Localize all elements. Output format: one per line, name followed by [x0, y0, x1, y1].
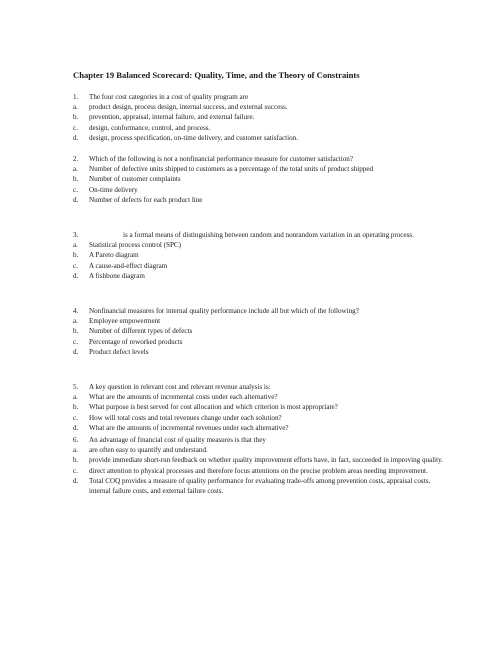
- question-text-part: a nonfinancial performance measure for customer satisfaction?: [172, 155, 353, 163]
- option-c[interactable]: [73, 337, 443, 347]
- option-letter: a.: [73, 317, 78, 326]
- option-a[interactable]: [73, 102, 443, 112]
- option-d[interactable]: [73, 133, 443, 143]
- option-text: Employee empowerment: [89, 317, 161, 326]
- option-c[interactable]: [73, 185, 443, 195]
- option-letter: d.: [73, 133, 79, 142]
- option-b[interactable]: [73, 250, 443, 260]
- option-letter: a.: [73, 103, 78, 112]
- chapter-title: Chapter 19 Balanced Scorecard: Quality, Time, and the Theory of Constraints: [73, 70, 360, 80]
- option-text: What are the amounts of incremental costs under each alternative?: [89, 393, 278, 402]
- question-emphasis: not: [163, 155, 173, 163]
- question-text-part: Which of the following is: [89, 155, 164, 163]
- option-b[interactable]: [73, 402, 443, 412]
- option-text: product design, process design, internal success, and external success.: [89, 103, 288, 112]
- option-letter: c.: [73, 261, 78, 270]
- option-a[interactable]: [73, 316, 443, 326]
- option-text: A fishbone diagram: [89, 271, 145, 280]
- question-text: The four cost categories in a cost of quality program are: [89, 93, 249, 101]
- option-letter: c.: [73, 337, 78, 346]
- question-stem: [73, 382, 443, 392]
- option-letter: c.: [73, 185, 78, 194]
- option-b[interactable]: [73, 174, 443, 184]
- option-text: design, conformance, control, and process.: [89, 123, 211, 132]
- option-letter: d.: [73, 271, 79, 280]
- option-text: Percentage of reworked products: [89, 337, 183, 346]
- question-stem: [73, 435, 443, 445]
- option-b[interactable]: [73, 112, 443, 122]
- option-d[interactable]: [73, 476, 443, 496]
- question-number: 4.: [73, 307, 79, 315]
- option-text: What purpose is best served for cost allocation and which criterion is most appropriate?: [89, 403, 338, 412]
- option-text: Statistical process control (SPC): [89, 241, 182, 250]
- option-a[interactable]: [73, 240, 443, 250]
- question-2: [73, 154, 443, 205]
- option-text: Number of customer complaints: [89, 175, 181, 184]
- option-letter: c.: [73, 123, 78, 132]
- option-b[interactable]: [73, 326, 443, 336]
- option-letter: a.: [73, 241, 78, 250]
- option-text: What are the amounts of incremental revenues under each alternative?: [89, 423, 289, 432]
- option-c[interactable]: [73, 466, 443, 476]
- option-letter: a.: [73, 165, 78, 174]
- option-c[interactable]: [73, 261, 443, 271]
- option-text: Total COQ provides a measure of quality performance for evaluating trade-offs among prevention costs, appraisal costs, internal failure costs, and external failure costs.: [89, 476, 431, 496]
- question-number: 1.: [73, 93, 79, 101]
- option-c[interactable]: [73, 123, 443, 133]
- question-1: [73, 92, 443, 143]
- question-stem: [73, 306, 443, 316]
- question-stem: [73, 230, 443, 240]
- question-3: [73, 230, 443, 281]
- option-text: direct attention to physical processes and therefore focus attentions on the precise problem areas needing improvement.: [89, 466, 428, 475]
- option-a[interactable]: [73, 164, 443, 174]
- option-c[interactable]: [73, 413, 443, 423]
- question-number: 5.: [73, 383, 79, 391]
- option-letter: d.: [73, 423, 79, 432]
- option-letter: b.: [73, 403, 79, 412]
- option-text: Number of defective units shipped to customers as a percentage of the total units of product shipped: [89, 165, 374, 174]
- question-number: 2.: [73, 155, 79, 163]
- question-stem: [73, 92, 443, 102]
- option-letter: b.: [73, 456, 79, 465]
- question-stem: [73, 154, 443, 164]
- option-a[interactable]: [73, 445, 443, 455]
- option-text: are often easy to quantify and understand.: [89, 446, 208, 455]
- option-text: A Pareto diagram: [89, 251, 139, 260]
- question-number: 3.: [73, 231, 79, 239]
- option-text: provide immediate short-run feedback on whether quality improvement efforts have, in fact, succeeded in improving quality.: [89, 456, 443, 465]
- option-text: design, process specification, on-time delivery, and customer satisfaction.: [89, 133, 298, 142]
- option-text: prevention, appraisal, internal failure, and external failure.: [89, 113, 255, 122]
- option-letter: b.: [73, 251, 79, 260]
- question-4: [73, 306, 443, 357]
- option-d[interactable]: [73, 195, 443, 205]
- option-text: How will total costs and total revenues change under each solution?: [89, 413, 282, 422]
- question-6: [73, 435, 443, 496]
- option-d[interactable]: [73, 271, 443, 281]
- question-text: An advantage of financial cost of quality measures is that they: [89, 436, 266, 444]
- option-b[interactable]: [73, 455, 443, 465]
- option-letter: d.: [73, 347, 79, 356]
- option-letter: c.: [73, 413, 78, 422]
- option-text: A cause-and-effect diagram: [89, 261, 168, 270]
- question-number: 6.: [73, 436, 79, 444]
- option-letter: d.: [73, 195, 79, 204]
- option-letter: b.: [73, 175, 79, 184]
- option-letter: a.: [73, 393, 78, 402]
- option-letter: c.: [73, 466, 78, 475]
- option-d[interactable]: [73, 423, 443, 433]
- question-text: Nonfinancial measures for internal quality performance include all but which of the following?: [89, 307, 359, 315]
- question-text: [89, 155, 353, 163]
- question-5: [73, 382, 443, 433]
- option-d[interactable]: [73, 347, 443, 357]
- question-text: is a formal means of distinguishing between random and nonrandom variation in an operating process.: [123, 231, 414, 239]
- option-text: Number of defects for each product line: [89, 195, 203, 204]
- option-letter: d.: [73, 476, 79, 485]
- option-text: Product defect levels: [89, 347, 149, 356]
- question-text: A key question in relevant cost and relevant revenue analysis is:: [89, 383, 271, 391]
- option-letter: b.: [73, 113, 79, 122]
- option-a[interactable]: [73, 392, 443, 402]
- option-text: On-time delivery: [89, 185, 138, 194]
- option-letter: b.: [73, 327, 79, 336]
- option-letter: a.: [73, 446, 78, 455]
- option-text: Number of different types of defects: [89, 327, 193, 336]
